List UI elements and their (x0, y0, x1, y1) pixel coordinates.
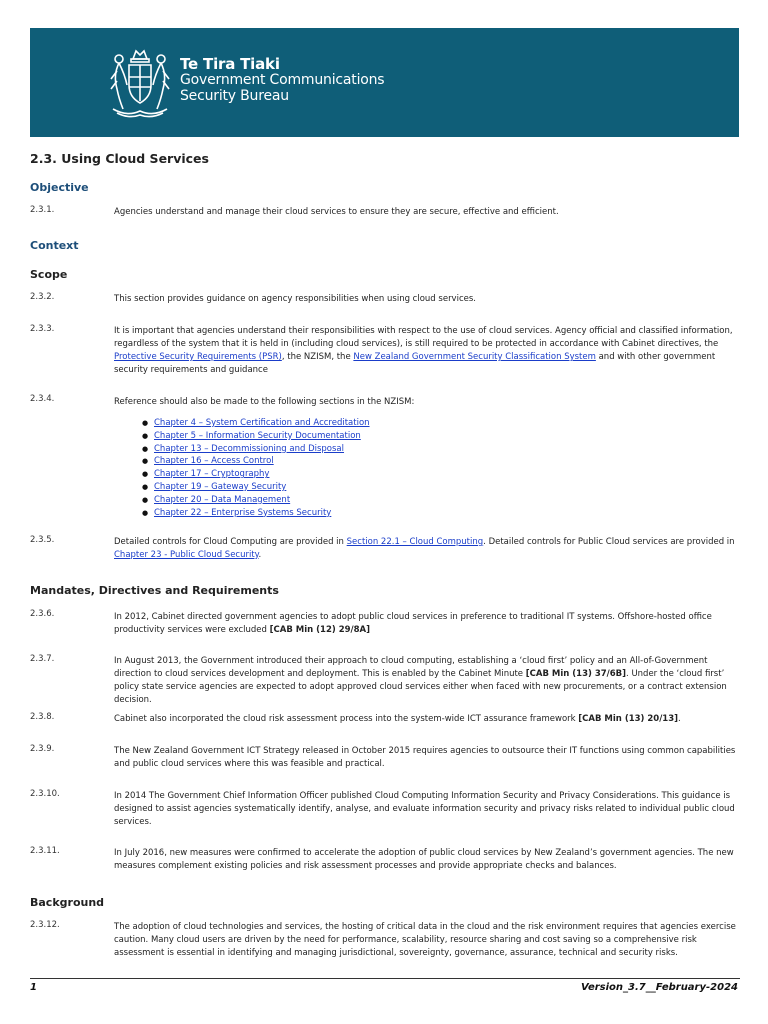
para-2-3-4: Reference should also be made to the following sections in the NZISM: (114, 397, 415, 407)
footer-divider (30, 978, 740, 979)
para-2-3-3-text-3: and with other government security requirements and guidance (114, 352, 716, 375)
section-22-1-link[interactable]: Section 22.1 – Cloud Computing (346, 537, 484, 547)
cabinet-ref: [CAB Min (12) 29/8A] (269, 625, 371, 635)
list-item (142, 494, 370, 507)
list-item (142, 455, 370, 468)
para-2-3-8-text-2: . (678, 714, 681, 724)
para-num-2-3-12: 2.3.12. (30, 920, 60, 930)
nz-coat-of-arms-icon (107, 45, 173, 119)
list-item (142, 443, 370, 456)
mandates-heading: Mandates, Directives and Requirements (30, 584, 279, 597)
para-2-3-7 (114, 655, 740, 707)
chapter-5-link[interactable]: Chapter 5 – Information Security Documentation (154, 430, 361, 441)
para-num-2-3-6: 2.3.6. (30, 609, 55, 619)
para-2-3-5-text-3: . (258, 550, 262, 560)
para-2-3-5-text-2: . Detailed controls for Public Cloud services are provided in (483, 537, 735, 547)
background-heading: Background (30, 896, 105, 909)
para-num-2-3-1: 2.3.1. (30, 205, 55, 215)
page-number: 1 (30, 982, 37, 993)
list-item (142, 481, 370, 494)
org-name (180, 56, 384, 104)
classification-system-link[interactable]: New Zealand Government Security Classification System (353, 352, 596, 362)
para-2-3-3 (114, 325, 740, 377)
chapter-4-link[interactable]: Chapter 4 – System Certification and Accreditation (154, 418, 370, 428)
chapter-22-link[interactable]: Chapter 22 – Enterprise Systems Security (154, 507, 332, 518)
chapter-20-link[interactable]: Chapter 20 – Data Management (154, 494, 291, 505)
list-item (142, 430, 370, 443)
chapter-19-link[interactable]: Chapter 19 – Gateway Security (154, 481, 287, 492)
para-2-3-6-text: In 2012, Cabinet directed government agencies to adopt public cloud services in preference to traditional IT systems. Offshore-hosted office productivity services were excluded (114, 612, 712, 635)
para-num-2-3-11: 2.3.11. (30, 846, 60, 856)
org-line-1: Te Tira Tiaki (180, 55, 280, 73)
cabinet-ref: [CAB Min (13) 37/6B] (525, 669, 627, 679)
para-num-2-3-4: 2.3.4. (30, 394, 55, 404)
header-banner (30, 28, 739, 137)
para-2-3-8 (114, 713, 740, 726)
para-2-3-2: This section provides guidance on agency responsibilities when using cloud services. (114, 294, 476, 304)
para-2-3-9: The New Zealand Government ICT Strategy released in October 2015 requires agencies to outsource their IT functions using common capabilities and public cloud services where this was feasible and practical. (114, 746, 736, 769)
para-num-2-3-3: 2.3.3. (30, 324, 55, 334)
para-2-3-5 (114, 536, 740, 562)
para-2-3-10: In 2014 The Government Chief Information Officer published Cloud Computing Information Security and Privacy Considerations. This guidance is designed to assist agencies systematically identify, analyse, and evaluate information security and privacy risks related to individual public cloud services. (114, 791, 735, 827)
list-item (142, 417, 370, 430)
para-2-3-5-text-1: Detailed controls for Cloud Computing are provided in (114, 537, 347, 547)
org-line-2: Government Communications (180, 72, 385, 88)
section-title: 2.3. Using Cloud Services (30, 151, 209, 166)
chapter-16-link[interactable]: Chapter 16 – Access Control (154, 456, 274, 467)
para-2-3-3-text-1: It is important that agencies understand their responsibilities with respect to the use of cloud services. Agency official and classified information, regardless of the system that it is held in (including cloud services), is still required to be protected in accordance with Cabinet directives, the (114, 326, 733, 349)
para-num-2-3-10: 2.3.10. (30, 789, 60, 799)
objective-heading: Objective (30, 181, 89, 194)
scope-heading: Scope (30, 268, 68, 281)
cabinet-ref: [CAB Min (13) 20/13] (578, 714, 679, 724)
para-num-2-3-5: 2.3.5. (30, 535, 55, 545)
list-item (142, 468, 370, 481)
para-num-2-3-7: 2.3.7. (30, 654, 55, 664)
para-2-3-7-text-2: . Under the ‘cloud first’ policy state service agencies are expected to adopt approved cloud services either when faced with new procurements, or a contract extension decision. (114, 669, 727, 705)
para-2-3-1: Agencies understand and manage their cloud services to ensure they are secure, effective and efficient. (114, 207, 559, 217)
chapter-link-list (142, 417, 370, 519)
para-2-3-7-text-1: In August 2013, the Government introduced their approach to cloud computing, establishing a ‘cloud first’ policy and an All-of-Government direction to cloud services development and deployment. This is enabled by the Cabinet Minute (114, 656, 708, 679)
para-2-3-6 (114, 611, 740, 637)
chapter-17-link[interactable]: Chapter 17 – Cryptography (154, 469, 270, 480)
org-line-3: Security Bureau (180, 88, 289, 104)
para-2-3-11: In July 2016, new measures were confirmed to accelerate the adoption of public cloud services by New Zealand’s government agencies. The new measures complement existing policies and risk assessment processes and provide appropriate checks and balances. (114, 848, 734, 871)
para-num-2-3-8: 2.3.8. (30, 712, 55, 722)
version-label: Version_3.7__February-2024 (580, 982, 738, 993)
para-num-2-3-9: 2.3.9. (30, 744, 55, 754)
context-heading: Context (30, 239, 79, 252)
chapter-13-link[interactable]: Chapter 13 – Decommissioning and Disposal (154, 443, 345, 454)
chapter-23-link[interactable]: Chapter 23 - Public Cloud Security (114, 550, 259, 560)
psr-link[interactable]: Protective Security Requirements (PSR) (114, 352, 282, 362)
para-num-2-3-2: 2.3.2. (30, 292, 55, 302)
para-2-3-12: The adoption of cloud technologies and services, the hosting of critical data in the cloud and the risk environment requires that agencies exercise caution. Many cloud users are driven by the need for performance, scalability, resource sharing and cost saving so a comprehensive risk assessment is essential in identifying and managing jurisdictional, sovereignty, governance, assurance, technical and security risks. (114, 922, 736, 958)
para-2-3-3-text-2: , the NZISM, the (281, 352, 354, 362)
list-item (142, 507, 370, 520)
para-2-3-8-text-1: Cabinet also incorporated the cloud risk assessment process into the system-wide ICT assurance framework (114, 714, 579, 724)
